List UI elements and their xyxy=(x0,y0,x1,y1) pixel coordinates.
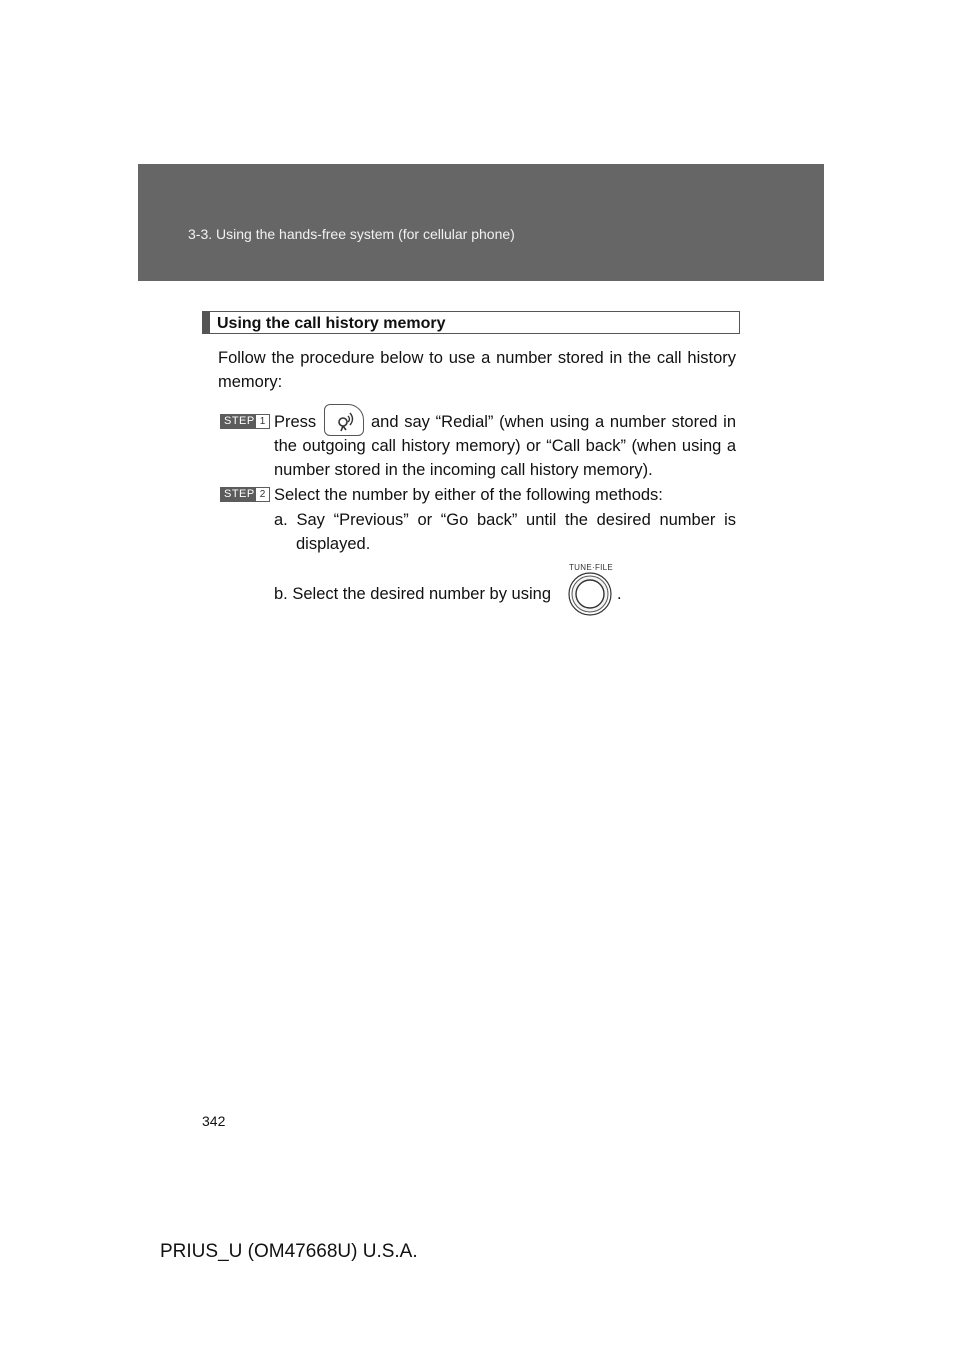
step-1-badge xyxy=(220,414,270,429)
step-2-badge xyxy=(220,487,270,502)
step-2-option-b-text: b. Select the desired number by using xyxy=(274,585,551,603)
step-1-badge-label: STEP xyxy=(224,415,255,427)
talk-switch-button xyxy=(324,404,364,436)
intro-text-line2: memory: xyxy=(218,373,283,391)
step-2-option-a-line1: a. Say “Previous” or “Go back” until the desired number is xyxy=(274,511,736,529)
step-1-line1: and say “Redial” (when using a number stored in xyxy=(371,413,736,431)
intro-text-line1: Follow the procedure below to use a number stored in the call history xyxy=(218,349,736,367)
step-1-line3: number stored in the incoming call history memory). xyxy=(274,461,653,479)
tune-file-knob-label: TUNE·FILE xyxy=(569,563,614,572)
section-heading-box xyxy=(202,311,740,334)
step-1-badge-number: 1 xyxy=(256,415,269,428)
page-number: 342 xyxy=(202,1113,226,1129)
step-2-option-a-line2: displayed. xyxy=(296,535,371,553)
talk-switch-icon xyxy=(335,410,355,432)
step-2-badge-number: 2 xyxy=(256,488,269,501)
step-2-option-b-period: . xyxy=(617,585,622,603)
step-2-badge-label: STEP xyxy=(224,488,255,500)
heading-accent-bar xyxy=(203,312,210,333)
document-footer: PRIUS_U (OM47668U) U.S.A. xyxy=(160,1241,418,1262)
step-1-press-word: Press xyxy=(274,413,317,431)
chapter-title: 3-3. Using the hands-free system (for cellular phone) xyxy=(188,226,515,242)
tune-file-knob-icon xyxy=(568,572,612,616)
step-1-line2: the outgoing call history memory) or “Call back” (when using a xyxy=(274,437,736,455)
chapter-header-band xyxy=(138,164,824,281)
section-heading: Using the call history memory xyxy=(217,315,446,332)
step-2-line1: Select the number by either of the following methods: xyxy=(274,486,663,504)
